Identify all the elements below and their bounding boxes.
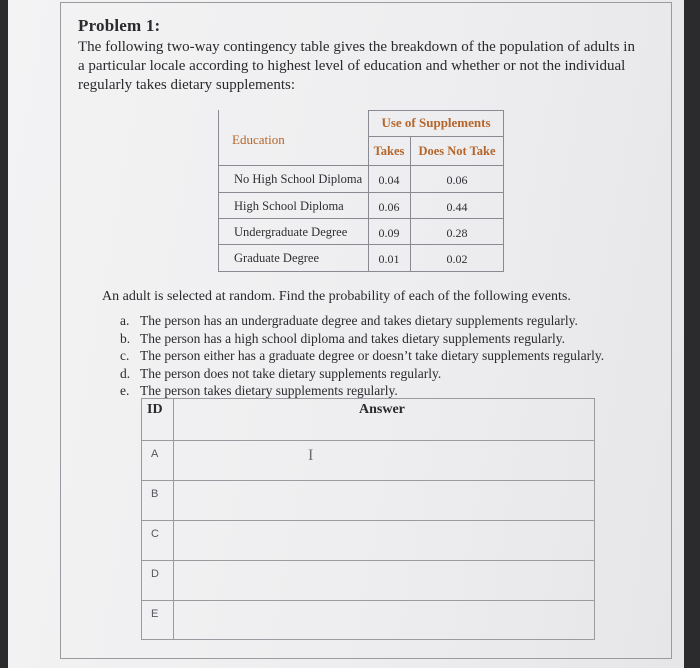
- value-cell: 0.09: [378, 226, 400, 240]
- row-label: High School Diploma: [234, 199, 344, 213]
- value-cell: 0.06: [446, 173, 468, 187]
- row-label: Graduate Degree: [234, 251, 320, 265]
- question-text: The person has an undergraduate degree and takes dietary supplements regularly.: [140, 313, 578, 328]
- row-id: D: [151, 568, 159, 580]
- list-item: [120, 312, 640, 330]
- value-cell: 0.06: [378, 200, 400, 214]
- question-letter: c.: [120, 348, 130, 363]
- instructions: An adult is selected at random. Find the probability of each of the following events.: [102, 289, 571, 304]
- question-text: The person either has a graduate degree or doesn’t take dietary supplements regularly.: [140, 348, 605, 363]
- row-id: A: [151, 448, 159, 460]
- value-cell: 0.01: [378, 252, 400, 266]
- question-text: The person takes dietary supplements regularly.: [140, 383, 398, 398]
- text-cursor-icon: I: [308, 447, 314, 464]
- question-list: [120, 312, 640, 400]
- question-letter: a.: [120, 313, 130, 328]
- answer-cell-d[interactable]: [174, 561, 594, 600]
- question-letter: b.: [120, 330, 131, 346]
- document-page: [8, 0, 684, 668]
- question-text: The person does not take dietary supplements regularly.: [140, 365, 442, 381]
- problem-title: Problem 1:: [78, 16, 161, 35]
- contingency-table: [218, 110, 504, 272]
- supplements-header: Use of Supplements: [381, 115, 491, 130]
- row-label: No High School Diploma: [234, 172, 363, 186]
- answer-table: [141, 398, 595, 640]
- id-column-header: ID: [147, 402, 163, 417]
- answer-column-header: Answer: [359, 402, 405, 417]
- row-id: E: [151, 608, 159, 620]
- value-cell: 0.04: [378, 173, 400, 187]
- value-cell: 0.44: [446, 200, 468, 214]
- question-letter: e.: [120, 383, 130, 398]
- value-cell: 0.02: [446, 252, 468, 266]
- answer-cell-c[interactable]: [174, 521, 594, 560]
- education-header: Education: [232, 132, 285, 147]
- row-id: B: [151, 488, 159, 500]
- answer-cell-a[interactable]: [174, 441, 594, 480]
- answer-cell-b[interactable]: [174, 481, 594, 520]
- question-text: The person has a high school diploma and takes dietary supplements regularly.: [140, 330, 566, 346]
- list-item: [120, 330, 640, 348]
- list-item: [120, 382, 640, 400]
- row-label: Undergraduate Degree: [234, 225, 348, 239]
- column-header-does-not-take: Does Not Take: [418, 144, 496, 158]
- column-header-takes: Takes: [373, 144, 405, 158]
- list-item: [120, 365, 640, 383]
- list-item: [120, 347, 640, 365]
- value-cell: 0.28: [446, 226, 468, 240]
- row-id: C: [151, 528, 159, 540]
- problem-intro: The following two-way contingency table gives the breakdown of the population of adults in a particular locale according to highest level of education and whether or not the individual regularly takes dietary supplements:: [78, 39, 635, 93]
- question-letter: d.: [120, 365, 131, 381]
- answer-cell-e[interactable]: [174, 601, 594, 639]
